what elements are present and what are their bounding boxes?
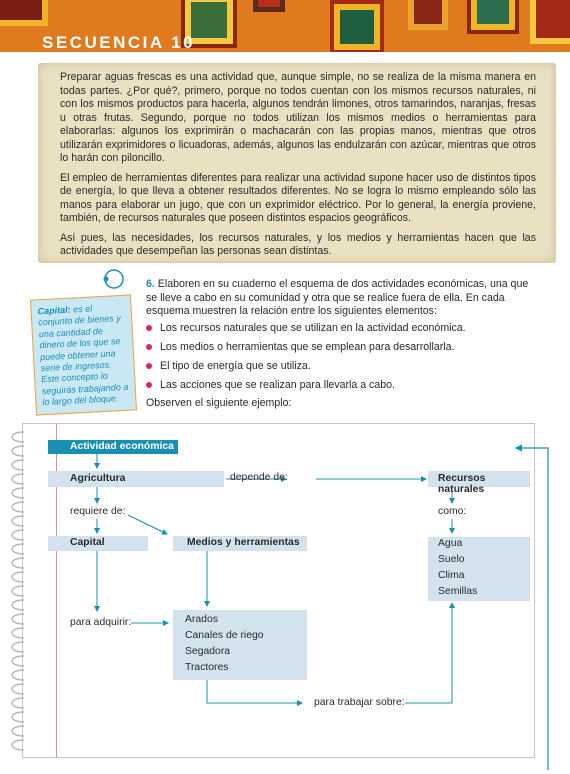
example-intro: Observen el siguiente ejemplo: <box>146 397 292 409</box>
medios-list <box>173 610 307 680</box>
capital-box: Capital <box>48 536 148 551</box>
note-definition: es el conjunto de bienes y una cantidad de dinero de los que se puede obtener una serie de ingresos. Este concepto lo seguirás trabajando a lo largo del bloque. <box>37 303 129 408</box>
list-item: Agua <box>438 538 463 549</box>
list-item: Las acciones que se realizan para llevarla a cabo. <box>146 379 536 398</box>
requiere-label: requiere de: <box>70 506 126 517</box>
intro-paragraph-3: Así pues, las necesidades, los recursos naturales, y los medios y herramientas hacen que las actividades que desempeñan las personas sean distintas. <box>60 231 536 257</box>
trabajar-label: para trabajar sobre: <box>314 697 405 708</box>
activity-text: Elaboren en su cuaderno el esquema de dos actividades económicas, una que se lleve a cabo en su comunidad y otra que se realice fuera de ella. En cada esquema muestren la relación entre los siguientes elementos: <box>146 278 529 317</box>
adquirir-label: para adquirir: <box>70 617 132 628</box>
list-item: Canales de riego <box>185 630 264 641</box>
list-item: El tipo de energía que se utiliza. <box>146 360 536 379</box>
list-item: Arados <box>185 614 218 625</box>
como-label: como: <box>438 506 467 517</box>
activity-number: 6. <box>146 278 155 290</box>
list-item: Segadora <box>185 646 231 657</box>
list-item: Los recursos naturales que se utilizan en la actividad económica. <box>146 322 536 341</box>
intro-paragraph-2: El empleo de herramientas diferentes para realizar una actividad supone hacer uso de distintos tipos de energía, lo que lleva a obtener resultados diferentes. No se logra lo mismo empleando sólo las manos para elaborar un jugo, que con un exprimidor eléctrico. Por lo general, la energía proviene, también, de recursos naturales que poseen distintos espacios geográficos. <box>60 171 536 224</box>
return-arrow-icon <box>516 448 548 770</box>
agricultura-box: Agricultura <box>48 471 224 487</box>
recursos-box: Recursos naturales <box>428 471 530 487</box>
list-item: Suelo <box>438 554 465 565</box>
list-item: Tractores <box>185 662 229 673</box>
recursos-list <box>428 537 530 601</box>
sequence-title: SECUENCIA 10 <box>42 33 196 52</box>
list-item: Los medios o herramientas que se emplean para desarrollarla. <box>146 341 536 360</box>
intro-paragraph-1: Preparar aguas frescas es una actividad que, aunque simple, no se realiza de la misma manera en todas partes. ¿Por qué?, primero, porque no todos cuentan con los mismos recursos naturales, ni con los mismos productos para hacerla, algunos tendrán limones, otros tamarindos, naranjas, fresas u otras frutas. Segundo, porque no todos utilizan los mismos medios o herramientas para elaborarlas: algunos los exprimirán o machacarán con las propias manos, mientras que otros utilizarán exprimidores o licuadoras, además, algunos las endulzarán con azúcar, mientras que otros lo harán con piloncillo. <box>60 71 536 164</box>
depende-label: depende de: <box>230 472 288 483</box>
list-item: Semillas <box>438 586 478 597</box>
diagram-title: Actividad económica <box>48 440 178 454</box>
medios-box: Medios y herramientas <box>173 536 307 551</box>
note-term: Capital: <box>37 304 71 317</box>
list-item: Clima <box>438 570 465 581</box>
